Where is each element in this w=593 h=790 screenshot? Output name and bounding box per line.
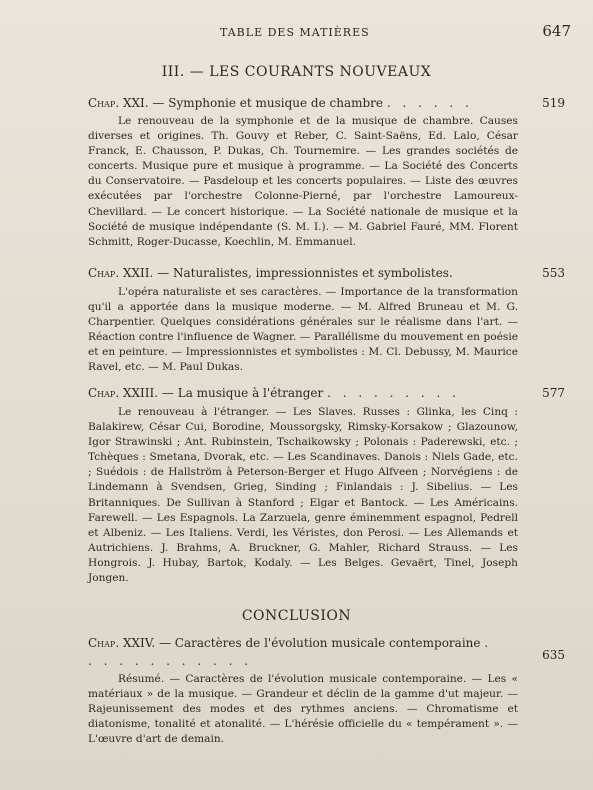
chapter-page-number: 635 xyxy=(542,648,565,662)
section-heading: III. — LES COURANTS NOUVEAUX xyxy=(161,64,432,80)
conclusion-heading: CONCLUSION xyxy=(241,608,352,624)
chapter-title: — Caractères de l'évolution musicale contemporaine xyxy=(158,636,481,650)
chapter-title: — La musique à l'étranger xyxy=(161,386,324,400)
chapter-summary: Le renouveau de la symphonie et de la musique de chambre. Causes diverses et origines. Th. Gouvy et Reber, C. Saint-Saëns, Ed. Lalo, César Franck, E. Chausson, P. Dukas, Ch. Tournemire. — Les grandes sociétés de concerts. Musique pure et musique à programme. — La Société des Concerts du Conservatoire. — Pasdeloup et les concerts populaires. — Liste des œuvres exécutées par l'orchestre Colonne-Pierné, par l'orchestre Lamoureux-Chevillard. — Le concert historique. — La Société nationale de musique et la Société de musique indépendante (S. M. I.). — M. Gabriel Fauré, MM. Florent Schmitt, Roger-Ducasse, Koechlin, M. Emmanuel. xyxy=(88,115,518,248)
chapter-title: — Symphonie et musique de chambre xyxy=(152,96,383,110)
chapter-title: — Naturalistes, impressionnistes et symbolistes. xyxy=(157,266,453,280)
chapter-page-number: 553 xyxy=(542,266,565,280)
chapter-summary: Résumé. — Caractères de l'évolution musicale contemporaine. — Les « matériaux » de la musique. — Grandeur et déclin de la gamme d'ut majeur. — Rajeunissement des modes et des rythmes anciens. — Chromatisme et diatonisme, tonalité et atonalité. — L'hérésie officielle du « tempérament ». — L'œuvre d'art de demain. xyxy=(88,673,518,746)
chapter-title-line xyxy=(88,96,503,110)
chapter-page-number: 519 xyxy=(542,96,565,110)
chapter-label: Chap. XXIII. xyxy=(88,386,159,400)
chapter-title-line xyxy=(88,634,503,670)
leader-dots: . . . . . . . . . xyxy=(327,386,460,400)
chapter-summary: L'opéra naturaliste et ses caractères. — Importance de la transformation qu'il a apportée dans la musique moderne. — M. Alfred Bruneau et M. G. Charpentier. Quelques considérations générales sur le réalisme dans l'art. — Réaction contre l'influence de Wagner. — Parallélisme du mouvement en poésie et en peinture. — Impressionnistes et symbolistes : M. Cl. Debussy, M. Maurice Ravel, etc. — M. Paul Dukas. xyxy=(88,286,518,374)
chapter-label: Chap. XXIV. xyxy=(88,636,156,650)
chapter-title-line xyxy=(88,266,503,280)
chapter-label: Chap. XXI. xyxy=(88,96,149,110)
running-title: TABLE DES MATIÈRES xyxy=(220,26,370,39)
chapter-summary: Le renouveau à l'étranger. — Les Slaves. Russes : Glinka, les Cinq : Balakirew, César Cui, Borodine, Moussorgsky, Rimsky-Korsakow ; Glazounow, Igor Strawinski ; Ant. Rubinstein, Tschaikowsky ; Polonais : Paderewski, etc. ; Tchèques : Smetana, Dvorak, etc. — Les Scandinaves. Danois : Niels Gade, etc. ; Suédois : de Hallström à Peterson-Berger et Hugo Alfveen ; Norvégiens : de Lindemann à Svendsen, Grieg, Sinding ; Finlandais : J. Sibelius. — Les Britanniques. De Sullivan à Stanford ; Elgar et Bantock. — Les Américains. Farewell. — Les Espagnols. La Zarzuela, genre éminemment espagnol, Pedrell et Albeniz. — Les Italiens. Verdi, les Véristes, don Perosi. — Les Allemands et Autrichiens. J. Brahms, A. Bruckner, G. Mahler, Richard Strauss. — Les Hongrois. J. Hubay, Bartok, Kodaly. — Les Belges. Gevaërt, Tinel, Joseph Jongen. xyxy=(88,406,518,585)
leader-dots: . . . . . . xyxy=(386,96,473,110)
chapter-label: Chap. XXII. xyxy=(88,266,154,280)
chapter-title-line xyxy=(88,386,503,400)
page-number: 647 xyxy=(542,22,571,40)
running-header xyxy=(0,22,593,42)
chapter-page-number: 577 xyxy=(542,386,565,400)
leader-dots: . . . . . . . . . . . . xyxy=(88,636,493,668)
